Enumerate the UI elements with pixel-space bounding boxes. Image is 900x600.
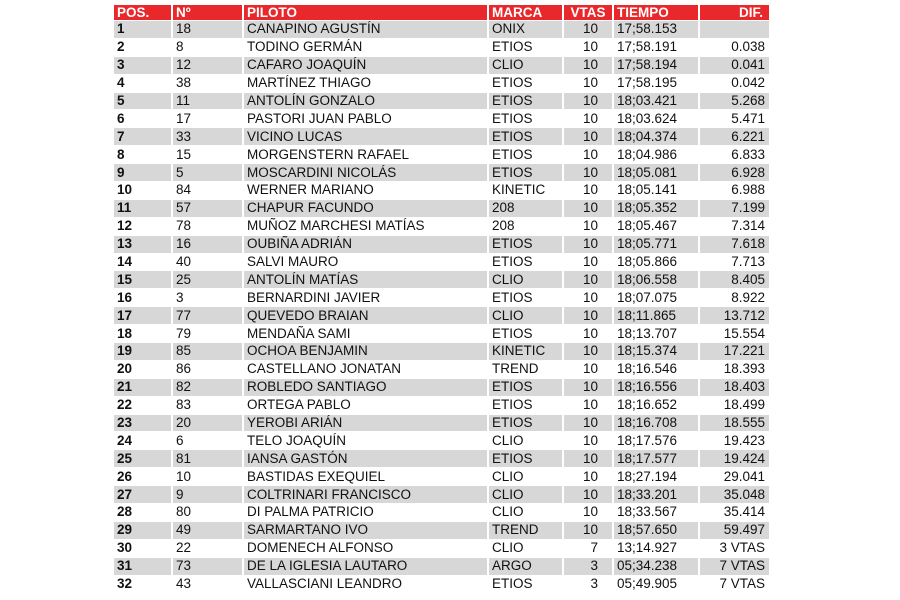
- cell-piloto: ROBLEDO SANTIAGO: [244, 379, 489, 396]
- cell-pos: 28: [114, 504, 173, 521]
- cell-pos: 10: [114, 182, 173, 199]
- table-row: [114, 486, 769, 503]
- cell-marca: ETIOS: [489, 236, 564, 253]
- cell-piloto: MARTÍNEZ THIAGO: [244, 75, 489, 92]
- cell-vtas: 10: [564, 307, 614, 324]
- cell-pos: 31: [114, 558, 173, 575]
- table-row: [114, 182, 769, 199]
- cell-marca: ETIOS: [489, 325, 564, 342]
- table-row: [114, 432, 769, 449]
- cell-pos: 17: [114, 307, 173, 324]
- cell-marca: ETIOS: [489, 39, 564, 56]
- cell-pos: 13: [114, 236, 173, 253]
- table-row: [114, 468, 769, 485]
- cell-pos: 15: [114, 271, 173, 288]
- cell-marca: ETIOS: [489, 93, 564, 110]
- table-row: [114, 21, 769, 38]
- header-row: [114, 5, 769, 20]
- header-vtas: VTAS: [564, 5, 614, 20]
- cell-piloto: MUÑOZ MARCHESI MATÍAS: [244, 218, 489, 235]
- cell-marca: 208: [489, 218, 564, 235]
- cell-tiempo: 17;58.153: [614, 21, 700, 38]
- table-row: [114, 289, 769, 306]
- cell-pos: 9: [114, 164, 173, 181]
- cell-pos: 32: [114, 576, 173, 593]
- cell-dif: 0.038: [731, 39, 765, 55]
- cell-piloto: TODINO GERMÁN: [244, 39, 489, 56]
- cell-num: 15: [173, 146, 244, 163]
- cell-dif: 6.928: [700, 164, 769, 181]
- cell-tiempo: 18;15.374: [614, 343, 700, 360]
- cell-tiempo: 18;13.707: [614, 325, 700, 342]
- cell-num: 49: [173, 522, 244, 539]
- cell-tiempo: 05;34.238: [614, 558, 700, 575]
- table-row: [114, 540, 769, 557]
- table-row: [114, 504, 769, 521]
- cell-pos: 6: [114, 110, 173, 127]
- cell-piloto: ANTOLÍN GONZALO: [244, 93, 489, 110]
- cell-marca: CLIO: [489, 432, 564, 449]
- table-row: [114, 39, 769, 56]
- cell-tiempo: 18;17.576: [614, 432, 700, 449]
- table-row: [114, 415, 769, 432]
- header-pos: POS.: [114, 5, 173, 20]
- header-piloto: PILOTO: [244, 5, 489, 20]
- cell-piloto: SALVI MAURO: [244, 254, 489, 271]
- cell-dif: 19.424: [700, 450, 769, 467]
- cell-piloto: ANTOLÍN MATÍAS: [244, 271, 489, 288]
- cell-piloto: BERNARDINI JAVIER: [244, 289, 489, 306]
- cell-vtas: 10: [564, 486, 614, 503]
- cell-dif: 35.414: [723, 504, 765, 520]
- cell-pos: 22: [114, 397, 173, 414]
- table-row: [114, 271, 769, 288]
- cell-num: 83: [173, 397, 244, 414]
- cell-tiempo: 18;06.558: [614, 271, 700, 288]
- cell-dif: 6.833: [731, 146, 765, 162]
- cell-marca: ETIOS: [489, 289, 564, 306]
- cell-pos: 5: [114, 93, 173, 110]
- table-row: [114, 343, 769, 360]
- cell-tiempo: 05;49.905: [614, 576, 700, 593]
- cell-dif: 18.403: [700, 379, 769, 396]
- cell-num: 77: [173, 307, 244, 324]
- cell-num: 84: [173, 182, 244, 199]
- cell-dif: 6.221: [700, 128, 769, 145]
- cell-tiempo: 18;04.986: [614, 146, 700, 163]
- cell-tiempo: 17;58.191: [614, 39, 700, 56]
- cell-piloto: IANSA GASTÓN: [244, 450, 489, 467]
- cell-piloto: CANAPINO AGUSTÍN: [244, 21, 489, 38]
- cell-tiempo: 18;16.556: [614, 379, 700, 396]
- cell-num: 18: [173, 21, 244, 38]
- cell-piloto: OUBIÑA ADRIÁN: [244, 236, 489, 253]
- table-row: [114, 93, 769, 110]
- cell-dif: 6.988: [731, 182, 765, 198]
- cell-tiempo: 18;17.577: [614, 450, 700, 467]
- cell-dif: 19.423: [723, 432, 765, 448]
- cell-num: 17: [173, 110, 244, 127]
- cell-tiempo: 18;05.141: [614, 182, 700, 199]
- cell-num: 8: [173, 39, 244, 56]
- cell-tiempo: 17;58.195: [614, 75, 700, 92]
- cell-piloto: CHAPUR FACUNDO: [244, 200, 489, 217]
- cell-num: 3: [173, 289, 244, 306]
- header-num: Nº: [173, 5, 244, 20]
- cell-vtas: 10: [564, 325, 614, 342]
- cell-piloto: MOSCARDINI NICOLÁS: [244, 164, 489, 181]
- header-tiempo: TIEMPO: [614, 5, 700, 20]
- cell-num: 57: [173, 200, 244, 217]
- table-row: [114, 218, 769, 235]
- results-sheet: [114, 4, 769, 594]
- cell-pos: 1: [114, 21, 173, 38]
- cell-num: 16: [173, 236, 244, 253]
- cell-marca: KINETIC: [489, 182, 564, 199]
- cell-num: 82: [173, 379, 244, 396]
- cell-num: 12: [173, 57, 244, 74]
- cell-piloto: COLTRINARI FRANCISCO: [244, 486, 489, 503]
- cell-pos: 8: [114, 146, 173, 163]
- cell-dif: 0.041: [700, 57, 769, 74]
- cell-piloto: MORGENSTERN RAFAEL: [244, 146, 489, 163]
- cell-piloto: QUEVEDO BRAIAN: [244, 307, 489, 324]
- cell-vtas: 10: [564, 218, 614, 235]
- cell-num: 10: [173, 468, 244, 485]
- table-row: [114, 110, 769, 127]
- cell-num: 38: [173, 75, 244, 92]
- cell-dif: 15.554: [723, 325, 765, 341]
- header-marca: MARCA: [489, 5, 564, 20]
- cell-pos: 4: [114, 75, 173, 92]
- cell-pos: 24: [114, 432, 173, 449]
- cell-marca: TREND: [489, 522, 564, 539]
- cell-piloto: DE LA IGLESIA LAUTARO: [244, 558, 489, 575]
- cell-vtas: 10: [564, 271, 614, 288]
- cell-marca: CLIO: [489, 468, 564, 485]
- cell-dif: 8.922: [731, 289, 765, 305]
- cell-num: 9: [173, 486, 244, 503]
- cell-num: 80: [173, 504, 244, 521]
- cell-pos: 25: [114, 450, 173, 467]
- cell-vtas: 10: [564, 39, 614, 56]
- cell-vtas: 10: [564, 397, 614, 414]
- table-row: [114, 164, 769, 181]
- cell-vtas: 10: [564, 522, 614, 539]
- cell-vtas: 10: [564, 254, 614, 271]
- cell-marca: CLIO: [489, 540, 564, 557]
- cell-tiempo: 18;03.624: [614, 110, 700, 127]
- cell-marca: CLIO: [489, 307, 564, 324]
- cell-dif: 18.499: [723, 397, 765, 413]
- cell-num: 43: [173, 576, 244, 593]
- cell-dif: [700, 21, 769, 38]
- cell-piloto: TELO JOAQUÍN: [244, 432, 489, 449]
- cell-tiempo: 17;58.194: [614, 57, 700, 74]
- table-row: [114, 57, 769, 74]
- cell-vtas: 3: [564, 576, 614, 593]
- cell-num: 20: [173, 415, 244, 432]
- cell-vtas: 10: [564, 146, 614, 163]
- table-row: [114, 397, 769, 414]
- cell-pos: 26: [114, 468, 173, 485]
- cell-marca: ETIOS: [489, 146, 564, 163]
- cell-pos: 2: [114, 39, 173, 56]
- cell-pos: 3: [114, 57, 173, 74]
- cell-pos: 12: [114, 218, 173, 235]
- cell-vtas: 10: [564, 289, 614, 306]
- cell-marca: ETIOS: [489, 110, 564, 127]
- cell-pos: 7: [114, 128, 173, 145]
- cell-vtas: 10: [564, 110, 614, 127]
- cell-dif: 7 VTAS: [700, 558, 769, 575]
- cell-tiempo: 18;05.467: [614, 218, 700, 235]
- results-table: [114, 4, 769, 594]
- cell-marca: CLIO: [489, 271, 564, 288]
- cell-vtas: 10: [564, 200, 614, 217]
- cell-num: 6: [173, 432, 244, 449]
- cell-marca: ONIX: [489, 21, 564, 38]
- cell-vtas: 10: [564, 128, 614, 145]
- cell-piloto: PASTORI JUAN PABLO: [244, 110, 489, 127]
- cell-marca: 208: [489, 200, 564, 217]
- table-row: [114, 379, 769, 396]
- cell-tiempo: 18;04.374: [614, 128, 700, 145]
- table-row: [114, 128, 769, 145]
- cell-pos: 20: [114, 361, 173, 378]
- cell-vtas: 10: [564, 182, 614, 199]
- cell-vtas: 10: [564, 379, 614, 396]
- cell-dif: 7 VTAS: [719, 576, 765, 592]
- cell-num: 40: [173, 254, 244, 271]
- cell-piloto: MENDAÑA SAMI: [244, 325, 489, 342]
- cell-pos: 27: [114, 486, 173, 503]
- table-row: [114, 325, 769, 342]
- cell-vtas: 10: [564, 236, 614, 253]
- cell-piloto: WERNER MARIANO: [244, 182, 489, 199]
- cell-tiempo: 18;57.650: [614, 522, 700, 539]
- cell-piloto: CASTELLANO JONATAN: [244, 361, 489, 378]
- cell-tiempo: 18;11.865: [614, 307, 700, 324]
- cell-vtas: 10: [564, 93, 614, 110]
- cell-marca: ETIOS: [489, 415, 564, 432]
- cell-vtas: 10: [564, 432, 614, 449]
- cell-pos: 23: [114, 415, 173, 432]
- cell-marca: ETIOS: [489, 254, 564, 271]
- cell-vtas: 10: [564, 343, 614, 360]
- table-row: [114, 236, 769, 253]
- cell-tiempo: 18;05.771: [614, 236, 700, 253]
- cell-piloto: ORTEGA PABLO: [244, 397, 489, 414]
- cell-vtas: 10: [564, 504, 614, 521]
- cell-tiempo: 18;05.352: [614, 200, 700, 217]
- cell-tiempo: 18;05.081: [614, 164, 700, 181]
- cell-marca: CLIO: [489, 504, 564, 521]
- cell-tiempo: 18;16.708: [614, 415, 700, 432]
- cell-tiempo: 18;03.421: [614, 93, 700, 110]
- cell-dif: 7.618: [700, 236, 769, 253]
- table-row: [114, 558, 769, 575]
- table-row: [114, 254, 769, 271]
- cell-tiempo: 18;33.567: [614, 504, 700, 521]
- table-row: [114, 307, 769, 324]
- cell-piloto: VICINO LUCAS: [244, 128, 489, 145]
- cell-dif: 18.555: [700, 415, 769, 432]
- table-row: [114, 200, 769, 217]
- cell-num: 25: [173, 271, 244, 288]
- cell-dif: 35.048: [700, 486, 769, 503]
- cell-pos: 14: [114, 254, 173, 271]
- cell-tiempo: 18;07.075: [614, 289, 700, 306]
- cell-num: 86: [173, 361, 244, 378]
- cell-piloto: VALLASCIANI LEANDRO: [244, 576, 489, 593]
- cell-marca: ETIOS: [489, 128, 564, 145]
- cell-pos: 21: [114, 379, 173, 396]
- cell-dif: 17.221: [700, 343, 769, 360]
- header-dif: DIF.: [700, 5, 769, 20]
- cell-dif: 5.471: [731, 110, 765, 126]
- cell-piloto: DOMENECH ALFONSO: [244, 540, 489, 557]
- cell-vtas: 10: [564, 75, 614, 92]
- cell-pos: 16: [114, 289, 173, 306]
- cell-pos: 19: [114, 343, 173, 360]
- cell-marca: CLIO: [489, 57, 564, 74]
- cell-dif: 8.405: [700, 271, 769, 288]
- cell-piloto: OCHOA BENJAMIN: [244, 343, 489, 360]
- cell-tiempo: 18;16.546: [614, 361, 700, 378]
- cell-piloto: DI PALMA PATRICIO: [244, 504, 489, 521]
- cell-dif: 18.393: [723, 361, 765, 377]
- cell-num: 22: [173, 540, 244, 557]
- cell-dif: 59.497: [700, 522, 769, 539]
- cell-marca: TREND: [489, 361, 564, 378]
- cell-dif: 0.042: [731, 75, 765, 91]
- cell-marca: ETIOS: [489, 397, 564, 414]
- cell-tiempo: 18;16.652: [614, 397, 700, 414]
- cell-vtas: 10: [564, 164, 614, 181]
- cell-marca: ETIOS: [489, 576, 564, 593]
- cell-tiempo: 18;27.194: [614, 468, 700, 485]
- table-row: [114, 522, 769, 539]
- cell-num: 81: [173, 450, 244, 467]
- cell-vtas: 7: [564, 540, 614, 557]
- cell-vtas: 10: [564, 468, 614, 485]
- table-row: [114, 75, 769, 92]
- cell-marca: CLIO: [489, 486, 564, 503]
- cell-dif: 5.268: [700, 93, 769, 110]
- table-row: [114, 576, 769, 593]
- cell-vtas: 10: [564, 450, 614, 467]
- cell-piloto: CAFARO JOAQUÍN: [244, 57, 489, 74]
- cell-marca: ETIOS: [489, 75, 564, 92]
- cell-piloto: YEROBI ARIÁN: [244, 415, 489, 432]
- cell-pos: 29: [114, 522, 173, 539]
- cell-tiempo: 18;05.866: [614, 254, 700, 271]
- table-row: [114, 146, 769, 163]
- cell-pos: 30: [114, 540, 173, 557]
- cell-dif: 13.712: [700, 307, 769, 324]
- table-row: [114, 450, 769, 467]
- table-row: [114, 361, 769, 378]
- cell-piloto: BASTIDAS EXEQUIEL: [244, 468, 489, 485]
- cell-marca: KINETIC: [489, 343, 564, 360]
- cell-dif: 29.041: [723, 468, 765, 484]
- cell-num: 11: [173, 93, 244, 110]
- cell-vtas: 10: [564, 361, 614, 378]
- cell-pos: 11: [114, 200, 173, 217]
- cell-marca: ETIOS: [489, 450, 564, 467]
- cell-num: 78: [173, 218, 244, 235]
- cell-dif: 7.314: [731, 218, 765, 234]
- cell-tiempo: 13;14.927: [614, 540, 700, 557]
- cell-num: 79: [173, 325, 244, 342]
- cell-vtas: 10: [564, 415, 614, 432]
- cell-vtas: 3: [564, 558, 614, 575]
- cell-marca: ETIOS: [489, 379, 564, 396]
- cell-vtas: 10: [564, 57, 614, 74]
- cell-pos: 18: [114, 325, 173, 342]
- cell-tiempo: 18;33.201: [614, 486, 700, 503]
- cell-vtas: 10: [564, 21, 614, 38]
- cell-piloto: SARMARTANO IVO: [244, 522, 489, 539]
- cell-num: 33: [173, 128, 244, 145]
- cell-marca: ARGO: [489, 558, 564, 575]
- cell-dif: 3 VTAS: [719, 540, 765, 556]
- cell-num: 5: [173, 164, 244, 181]
- cell-num: 85: [173, 343, 244, 360]
- cell-dif: 7.199: [700, 200, 769, 217]
- cell-num: 73: [173, 558, 244, 575]
- cell-marca: ETIOS: [489, 164, 564, 181]
- cell-dif: 7.713: [731, 254, 765, 270]
